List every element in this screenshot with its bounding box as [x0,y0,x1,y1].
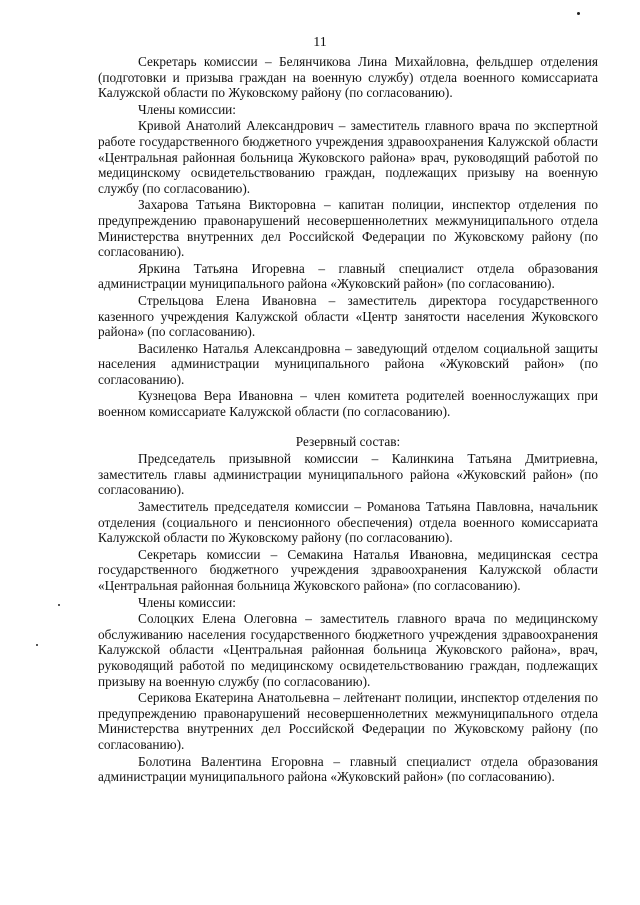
paragraph-reserve-serikova: Серикова Екатерина Анатольевна – лейтенант полиции, инспектор отделения по предупреждению правонарушений несовершеннолетних межмуниципального отдела Министерства внутренних дел Российской Федерации по Жуковскому району (по согласованию). [98,690,598,752]
scan-speck-top-right [577,12,580,15]
paragraph-reserve-deputy: Заместитель председателя комиссии – Романова Татьяна Павловна, начальник отделения (социального и пенсионного обеспечения) отдела военного комиссариата Калужской области по Жуковскому району (по согласованию). [98,499,598,546]
heading-reserve-members: Члены комиссии: [138,594,236,610]
heading-commission-members: Члены комиссии: [138,101,236,117]
paragraph-member-krivoy: Кривой Анатолий Александрович – заместитель главного врача по экспертной работе государственного бюджетного учреждения здравоохранения Калужской области «Центральная районная больница Жуковского района» врач, руководящий работой по медицинскому освидетельствованию граждан, подлежащих призыву на военную службу (по согласованию). [98,118,598,196]
paragraph-member-kuznetsova: Кузнецова Вера Ивановна – член комитета родителей военнослужащих при военном комиссариате Калужской области (по согласованию). [98,388,598,420]
paragraph-reserve-bolotina: Болотина Валентина Егоровна – главный специалист отдела образования администрации муниципального района «Жуковский район» (по согласованию). [98,753,598,785]
paragraph-member-yarkina: Яркина Татьяна Игоревна – главный специалист отдела образования администрации муниципального района «Жуковский район» (по согласованию). [98,260,598,292]
section-title-reserve: Резервный состав: [295,433,401,449]
document-body [98,54,598,786]
paragraph-reserve-solotskikh: Солоцких Елена Олеговна – заместитель главного врача по медицинскому обслуживанию населения государственного бюджетного учреждения здравоохранения Калужской области «Центральная районная больница Жуковского района», врач, руководящий работой по медицинскому освидетельствованию граждан, подлежащих призыву на военную службу (по согласованию). [98,611,598,689]
paragraph-member-zakharova: Захарова Татьяна Викторовна – капитан полиции, инспектор отделения по предупреждению правонарушений несовершеннолетних межмуниципального отдела Министерства внутренних дел Российской Федерации по Жуковскому району (по согласованию). [98,197,598,260]
page-number: 11 [313,35,327,50]
paragraph-reserve-secretary: Секретарь комиссии – Семакина Наталья Ивановна, медицинская сестра государственного бюджетного учреждения здравоохранения Калужской области «Центральная районная больница Жуковского района» (по согласованию). [98,546,598,593]
paragraph-reserve-chairman: Председатель призывной комиссии – Калинкина Татьяна Дмитриевна, заместитель главы администрации муниципального района «Жуковский район» (по согласованию). [98,451,598,498]
paragraph-member-vasilenko: Василенко Наталья Александровна – заведующий отделом социальной защиты населения администрации муниципального района «Жуковский район» (по согласованию). [98,340,598,387]
paragraph-secretary: Секретарь комиссии – Белянчикова Лина Михайловна, фельдшер отделения (подготовки и призыва граждан на военную службу) отдела военного комиссариата Калужской области по Жуковскому району (по согласованию). [98,54,598,101]
scan-speck-left-1 [58,604,60,606]
scan-speck-left-2 [36,644,38,646]
paragraph-member-streltsova: Стрельцова Елена Ивановна – заместитель директора государственного казенного учреждения Калужской области «Центр занятости населения Жуковского района» (по согласованию). [98,292,598,340]
